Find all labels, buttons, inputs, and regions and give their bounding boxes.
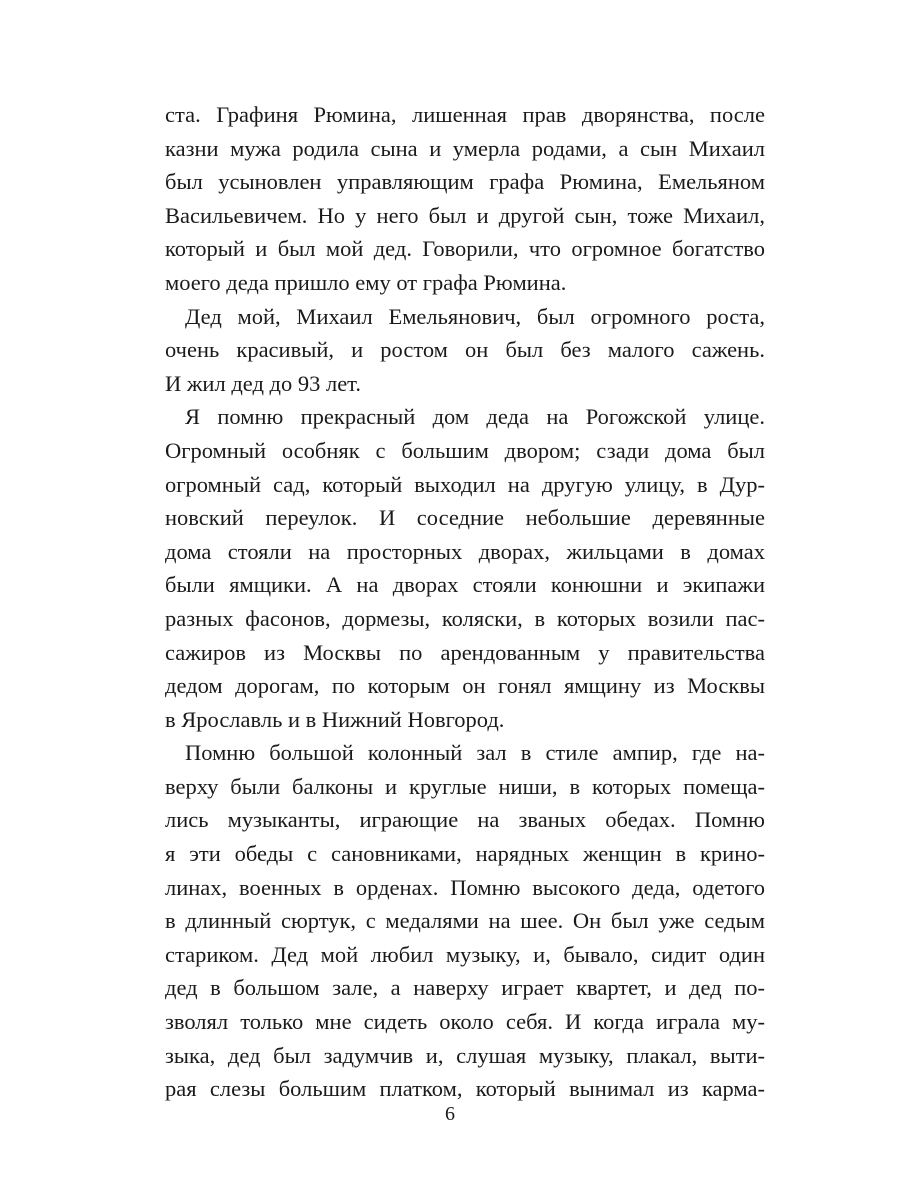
text-line: были ямщики. А на дворах стояли конюшни и экипажи bbox=[165, 572, 765, 598]
text-line: Огромный особняк с большим двором; сзади дома был bbox=[165, 437, 765, 463]
text-line: огромный сад, который выходил на другую улицу, в Дур- bbox=[165, 471, 765, 497]
text-line: в Ярославль и в Нижний Новгород. bbox=[165, 706, 505, 732]
paragraph-first-line: Дед мой, Михаил Емельянович, был огромного роста, bbox=[185, 303, 765, 329]
text-line: дома стояли на просторных дворах, жильцами в домах bbox=[165, 538, 765, 564]
text-line: зволял только мне сидеть около себя. И когда играла му- bbox=[165, 1009, 765, 1035]
page-number: 6 bbox=[445, 1103, 455, 1125]
text-line: зыка, дед был задумчив и, слушая музыку, плакал, выти- bbox=[165, 1042, 765, 1068]
text-line: верху были балконы и круглые ниши, в которых помеща- bbox=[165, 773, 765, 799]
text-line: ста. Графиня Рюмина, лишенная прав дворянства, после bbox=[165, 102, 765, 127]
text-line: рая слезы большим платком, который вынимал из карма- bbox=[165, 1076, 765, 1102]
text-line: моего деда пришло ему от графа Рюмина. bbox=[165, 269, 567, 295]
text-line: дедом дорогам, по которым он гонял ямщину из Москвы bbox=[165, 673, 765, 699]
text-line: я эти обеды с сановниками, нарядных женщин в крино- bbox=[165, 841, 765, 867]
body-text bbox=[165, 98, 765, 1106]
paragraph-first-line: Я помню прекрасный дом деда на Рогожской улице. bbox=[185, 404, 765, 430]
text-line: И жил дед до 93 лет. bbox=[165, 370, 361, 396]
text-line: Васильевичем. Но у него был и другой сын, тоже Михаил, bbox=[165, 202, 765, 228]
text-line: лись музыканты, играющие на званых обедах. Помню bbox=[165, 807, 765, 833]
text-line: линах, военных в орденах. Помню высокого деда, одетого bbox=[165, 874, 765, 900]
paragraph-first-line: Помню большой колонный зал в стиле ампир, где на- bbox=[185, 740, 765, 766]
text-line: казни мужа родила сына и умерла родами, а сын Михаил bbox=[165, 135, 765, 161]
text-line: стариком. Дед мой любил музыку, и, бывало, сидит один bbox=[165, 941, 765, 967]
text-line: разных фасонов, дормезы, коляски, в которых возили пас- bbox=[165, 605, 765, 631]
text-line: в длинный сюртук, с медалями на шее. Он был уже седым bbox=[165, 908, 765, 934]
text-line: новский переулок. И соседние небольшие деревянные bbox=[165, 505, 765, 531]
text-line: сажиров из Москвы по арендованным у правительства bbox=[165, 639, 765, 665]
text-line: был усыновлен управляющим графа Рюмина, Емельяном bbox=[165, 169, 765, 195]
text-line: дед в большом зале, а наверху играет квартет, и дед по- bbox=[165, 975, 765, 1001]
text-line: очень красивый, и ростом он был без малого сажень. bbox=[165, 337, 765, 363]
text-line: который и был мой дед. Говорили, что огромное богатство bbox=[165, 236, 765, 262]
